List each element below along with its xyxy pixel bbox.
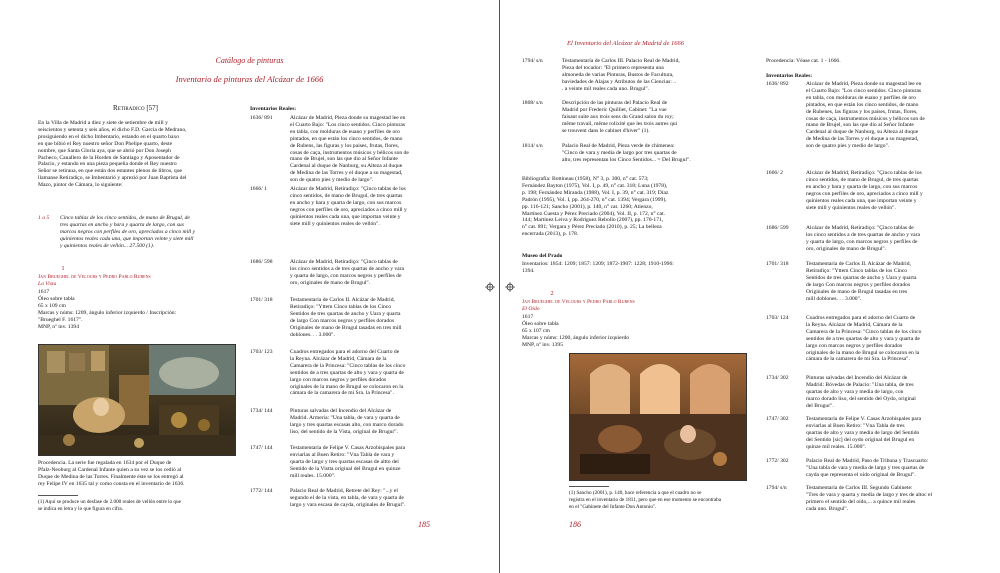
entry-text: Cuadros entregados para el adorno del Cuarto de la Reyna. Alcázar de Madrid, Cámara de la Camarera de la Princesa: "Cinco tablas de los cinco sentidos de a tres quartas de alto y vara y quarta de largo con marcos negros y perfiles dorados originales de la mano de Brugul se colocaron en la cámara de la camarera de mi Sra. la Princesa".	[290, 349, 406, 397]
left-page	[0, 0, 499, 573]
entry-number: 1686/ 598	[250, 259, 273, 265]
right-page	[501, 0, 1000, 573]
entry-text: Testamentaría de Carlos II. Alcázar de Madrid, Retiradiço: "Yttem Cinco tablas de los Cinco Sentidos de tres quartas de ancho y Uara y quarta de largo Con marcos negros y perfiles dorados Originales de mano de Brugul tasadas en tres mill doblones. . . 3.000".	[290, 297, 402, 338]
inventory-entry	[250, 259, 480, 289]
work-number: 2	[550, 291, 554, 297]
painting-la-vista-image	[39, 345, 235, 455]
entry-number: 1703/ 123	[250, 349, 273, 355]
work-number: 1	[61, 266, 65, 272]
royal-inventories-heading: Inventarios Reales:	[766, 73, 813, 79]
inventory-entry	[250, 488, 480, 510]
painting-el-oido	[569, 353, 747, 481]
entry-text: Testamentaría de Carlos III. Palacio Real de Madrid, Pieza del tocador: "El primero representa una almoneda de varias Pinturas, Bustos de Facultura, baviedades de Alajas y Atributos de las Ciencias: .. . a veinte mil reales cada uno. Brugul".	[562, 58, 680, 92]
entry-number: 1794/ s/n	[522, 58, 543, 64]
inventory-entry	[250, 115, 480, 185]
footnote-rule	[569, 486, 609, 487]
inventory-entry	[766, 485, 996, 515]
entry-text: Palacio Real de Madrid, Pieza verde de chimenea: "Cinco de vara y media de largo por tres quartas de alto, tres representan los Cinco Sentidos... = Del Brugul".	[562, 143, 691, 163]
entry-number: 1772/ 144	[250, 488, 273, 494]
museo-inventories: Inventarios: 1854: 1209; 1857: 1209; 1872-1907: 1228; 1910-1996: 1394.	[522, 261, 674, 274]
entry-text: Testamentaría de Felipe V. Casas Arzobispales para enviarlas al Buen Retiro: "Vna Tabla de vara y quarta de largo y tres quartas escasas de altto del Sentido de la Vistta original del Brugul en quinze mill reales. 15.000".	[290, 445, 406, 479]
entry-text: Testamentaría de Felipe V. Casas Arzobispales para enviarlas al Buen Retiro: "Vna Tabla de tres quartas de alto y vara y media de largo del Sentido del Sentido [sic] del oydo original del Brugul en quinze mil reales. 15.000".	[806, 416, 922, 450]
bibliography: Bibliografía: Bottineau (1958), N° 3, p. 300, n° cat. 573; Fernández Bayton (1975), Vol. I, p. 49, n° cat. 318; Luna (1978), p. 198; Fernández Miranda (1988), Vol. I, p. 39, n° cat. 319; Díaz Padrón (1995), Vol. I, pp. 264-270, n° cat. 1394; Vergara (1999), pp. 116-121; Sancho (2001), p. 140, n° cat. 1260; Atienzo, Martínez Cuesta y Pérez Preciado (2004), Vol. II, p. 172, n° cat. 144; Martínez Leiva y Rodríguez Rebollo (2007), pp. 170-171, n° cat. 891; Vergara y Pérez Preciado (2010), p. 25; La belleza encerrada (2013), p. 178.	[522, 176, 669, 238]
museo-heading: Museo del Prado	[522, 253, 563, 259]
provenance-text: Procedencia. La serie fue regalada en 1634 por el Duque de Pfalz-Neoburg al Cardenal Infante quien a su vez se los cedió al Duque de Medina de las Torres. Finalmente éste se los entregó al rey Felipe IV en 1635 tal y como consta en el inventario de 1636.	[38, 460, 185, 487]
registration-mark-icon	[505, 282, 515, 292]
work-title: La Vista	[38, 281, 57, 287]
royal-inventories-heading: Inventarios Reales:	[250, 106, 297, 112]
provenance-text: Procedencia: Véase cat. 1 - 1666.	[766, 58, 841, 64]
book-gutter	[499, 0, 500, 573]
entry-number: 1772/ 302	[766, 458, 789, 464]
inventory-entry	[250, 445, 480, 481]
entry-number: 1734/ 144	[250, 408, 273, 414]
inventory-entry	[522, 100, 752, 136]
entry-number: 1703/ 124	[766, 315, 789, 321]
entry-number: 1701/ 318	[250, 297, 273, 303]
entry-number: 1814/ s/n	[522, 143, 543, 149]
entry-text: Testamentaría de Carlos III. Segundo Gabinete: "Tres de vara y quarta y media de largo y tres de altoc el primero el sentido del oído,... a quince mil reales cada uno. Brugul".	[806, 485, 933, 512]
inventory-entry	[766, 375, 996, 411]
entry-number: 1666/ 2	[766, 170, 783, 176]
entry-text: Alcázar de Madrid, Retiradiço: "Çinco tablas de los cinco sentidos a de tres quartas de ancho y vara y quarta de largo, con marcos negros y perfiles de oro, originales de mano de Brugul".	[806, 225, 921, 252]
page-number: 186	[569, 520, 581, 529]
entry-number: 1636/ 891	[250, 115, 273, 121]
entry-number: 1636/ 892	[766, 81, 789, 87]
entry-text: Pinturas salvadas del Incendio del Alcázar de Madrid: Bóvedas de Palacio: "Una tabla, de tres quartas de alto y vara y media de largo, con marco dorado liso, del sentido del Oydo, original del Brugur".	[806, 375, 916, 409]
registration-mark-icon	[485, 282, 495, 292]
inventory-entry	[522, 58, 752, 94]
entry-number: 1686/ 599	[766, 225, 789, 231]
entry-text: Testamentaría de Carlos II. Alcázar de Madrid, Retiradiço: "Yttem Cinco tablas de los Cinco Sentidos de tres quartas de ancho y Uara y quarta de largo Con marcos negros y perfiles dorados Originales de mano de Brugul tasadas en tres mill doblones. . . 3.000".	[806, 261, 917, 302]
inventory-entry	[766, 261, 996, 305]
inventory-entry	[250, 349, 480, 399]
work-title: El Oído	[522, 306, 540, 312]
page-number: 185	[418, 520, 430, 529]
work-artist: Jan Brueghel de Velours y Pedro Pablo Rubens	[522, 299, 635, 305]
inventory-entry	[766, 458, 996, 480]
footnote: (1) Aquí se produce un desfase de 2.000 reales de vellón entre lo que se indica en letra y lo que figura en cifra.	[38, 499, 181, 512]
entry-text: Alcázar de Madrid, Retiradiço: "Çinco tablas de los cinco sentidos a de tres quartas de ancho y vara y quarta de largo, con marcos negros y perfiles de oro, originales de mano de Brugul".	[290, 259, 405, 286]
entry-text: Pinturas salvadas del Incendio del Alcázar de Madrid. Armería: "Una tabla, de vara y quarta de largo y tres quartas escasas alto, con marco dorado liso, del sentido de la Vista, original de Brugur".	[290, 408, 404, 435]
entry-number: 1701/ 318	[766, 261, 789, 267]
entry-text: Palacio Real de Madrid, Paso de Tribuna y Trascuarto: "Una tabla de vara y media de largo y tres quartas de cayda que representa el oído original de Brugul".	[806, 458, 929, 478]
entry-number: 1808/ s/n	[522, 100, 543, 106]
inventory-entry	[766, 315, 996, 365]
inventory-entry	[766, 416, 996, 452]
inventory-entry	[250, 186, 480, 230]
entry-text: Alcázar de Madrid, Pieza donde su magestad lee en el Cuarto Bajo: "Los cinco sentidos. Cinco pinturas en tabla, con molduras de euano y perfiles de oro pintados, en que están los cinco sentidos, de mano de Rubenes, las figuras y los paises, frutas, flores, cosas de caça, instrumentos músicos y bélicos son de mano de Brujel, son las que dio al Señor Infante Cardenal al duque de Nanburg, su Alteza al duque de Medina de las Torres y el duque a su magestad, son de quatro pies y medio de largo".	[806, 81, 925, 150]
painting-el-oido-image	[570, 354, 746, 480]
inventory-entry	[766, 225, 996, 255]
intro-text: En la Villa de Madrid a diez y siete de setiembre de mill y seiscientos y setenta y seis años, el dicho F.D. Garcia de Medrano, prosiguiendo en el dicho Imbentario, estando en el quarto baxo en que bibió el Rey nuestro señor Don Phelipe quarto, deste nombre, que Santa Gloria aya, que se abrió por Don Joseph Pacheco, Cauallero de la Horden de Santiago y Aposentador de Palacio, y estando en una pieza pequeña donde el Rey nuestro Señor se retiraua, en que están dos estantes plenos de libros, que llamanse Retiradiço, se Imbentarió y aprezió por Juan Baptista del Mazo, pintor de Cámara, lo siguiente:	[38, 120, 187, 189]
running-header: El Inventario del Alcázar de Madrid de 1666	[567, 40, 685, 47]
work-details: 1617 Óleo sobre tabla 65 x 107 cm Marcas y núms: 1200, ángulo inferior izquierdo MNP, nº inv. 1395	[522, 314, 630, 348]
inventory-header: Inventario de pinturas del Alcázar de 1666	[175, 74, 324, 84]
entry-number: 1666/ 1	[250, 186, 267, 192]
entry-number: 1794/ s/n	[766, 485, 787, 491]
entry-text: Alcázar de Madrid, Pieza donde su magestad lee en el Cuarto Bajo: "Los cinco sentidos. Cinco pinturas en tabla, con molduras de euano y perfiles de oro pintados, en que están los cinco sentidos, de mano de Rubens, las figuras y los paises, frutas, flores, cosas de caça, instrumentos músicos y bélicos son de mano de Brujel, son las que dio al Señor Infante Cardenal al duque de Nanburg, su Alteza al duque de Medina de las Torres y el duque a su magestad, son de quatro pies y medio de largo".	[290, 115, 409, 184]
entry-number: 1734/ 302	[766, 375, 789, 381]
entry-text: Descripción de las pinturas del Palacio Real de Madrid por Frederic Quilliet, Cabinet: "La vue faisant suite aux trois sens du Grand salon du roy; même travail, même rolixité que les trois autres qui se trouvent dans le cabinet d'hiver" (1).	[562, 100, 678, 134]
entry-text: Alcázar de Madrid, Retiradiço: "Çinco tablas de los cinco sentidos, de mano de Brugul, de tres quartas en ancho y bara y quarta de largo, con sus marcos negros con perfiles de oro, apreciados a cinco mill y quinientos reales cada una, que importan veinte y siete mill y quinientos reales de vellón".	[806, 170, 923, 211]
footnote: (1) Sancho (2001), p. 140, hace referencia a que el cuadro no se registra en el inventario de 1811, pero que en ese momento se encontraba en el "Gabinete del Infante Don Antonio".	[569, 490, 722, 510]
entry-number: 1747/ 144	[250, 445, 273, 451]
entry-number: 1747/ 302	[766, 416, 789, 422]
work-artist: Jan Brueghel de Velours y Pedro Pablo Rubens	[38, 274, 151, 280]
inventory-entry	[250, 297, 480, 341]
footnote-rule	[38, 495, 78, 496]
inventory-entry	[766, 81, 996, 151]
entry-text: Cuadros entregados para el adorno del Cuarto de la Reyna. Alcázar de Madrid, Cámara de la Camarera de la Princesa: "Cinco tablas de los cinco sentidos de a tres quartas de alto y vara y quarta de largo con marcos negros y perfiles dorados originales de la mano de Brugul se colocaron en la cámara de la camarera de mi Sra. la Princesa".	[806, 315, 922, 363]
quote-number: 1 a 5	[38, 215, 50, 221]
painting-la-vista	[38, 344, 236, 456]
entry-text: Palacio Real de Madrid, Retrete del Rey: "...y el segundo el de la vista, en tabla, de vara y quarta de largo y vara escasa de cayda, originales de Brugul".	[290, 488, 406, 508]
work-details: 1617 Óleo sobre tabla 65 x 109 cm Marcas y núms: 1209, ángulo inferior izquierdo / Inscripción: "Brueghel F. 1617". MNP, nº inv. 1394	[38, 289, 177, 330]
catalog-header: Catálogo de pinturas	[215, 56, 284, 65]
inventory-entry	[250, 408, 480, 438]
entry-text: Alcázar de Madrid, Retiradiço: "Çinco tablas de los cinco sentidos, de mano de Brugul, de tres quartas en ancho y bara y quarta de largo, con sus marcos negros con perfiles de oro, apreciados a cinco mill y quinientos reales cada una, que importan veinte y siete mill y quinientos reales de vellón".	[290, 186, 407, 227]
inventory-entry	[522, 143, 752, 165]
section-title: Retiradico [57]	[112, 105, 159, 112]
quote-text: Cinco tablas de los cinco sentidos, de mano de Brugul, de tres quartas en ancho y bara y quarta de largo, con sus marcos negros con perfiles de oro, apreciados a cinco mill y quinientos reales cada una, que importan veinte y siete mill y quinientos reales de vellón... 27.500 (1).	[60, 215, 196, 249]
inventory-entry	[766, 170, 996, 214]
